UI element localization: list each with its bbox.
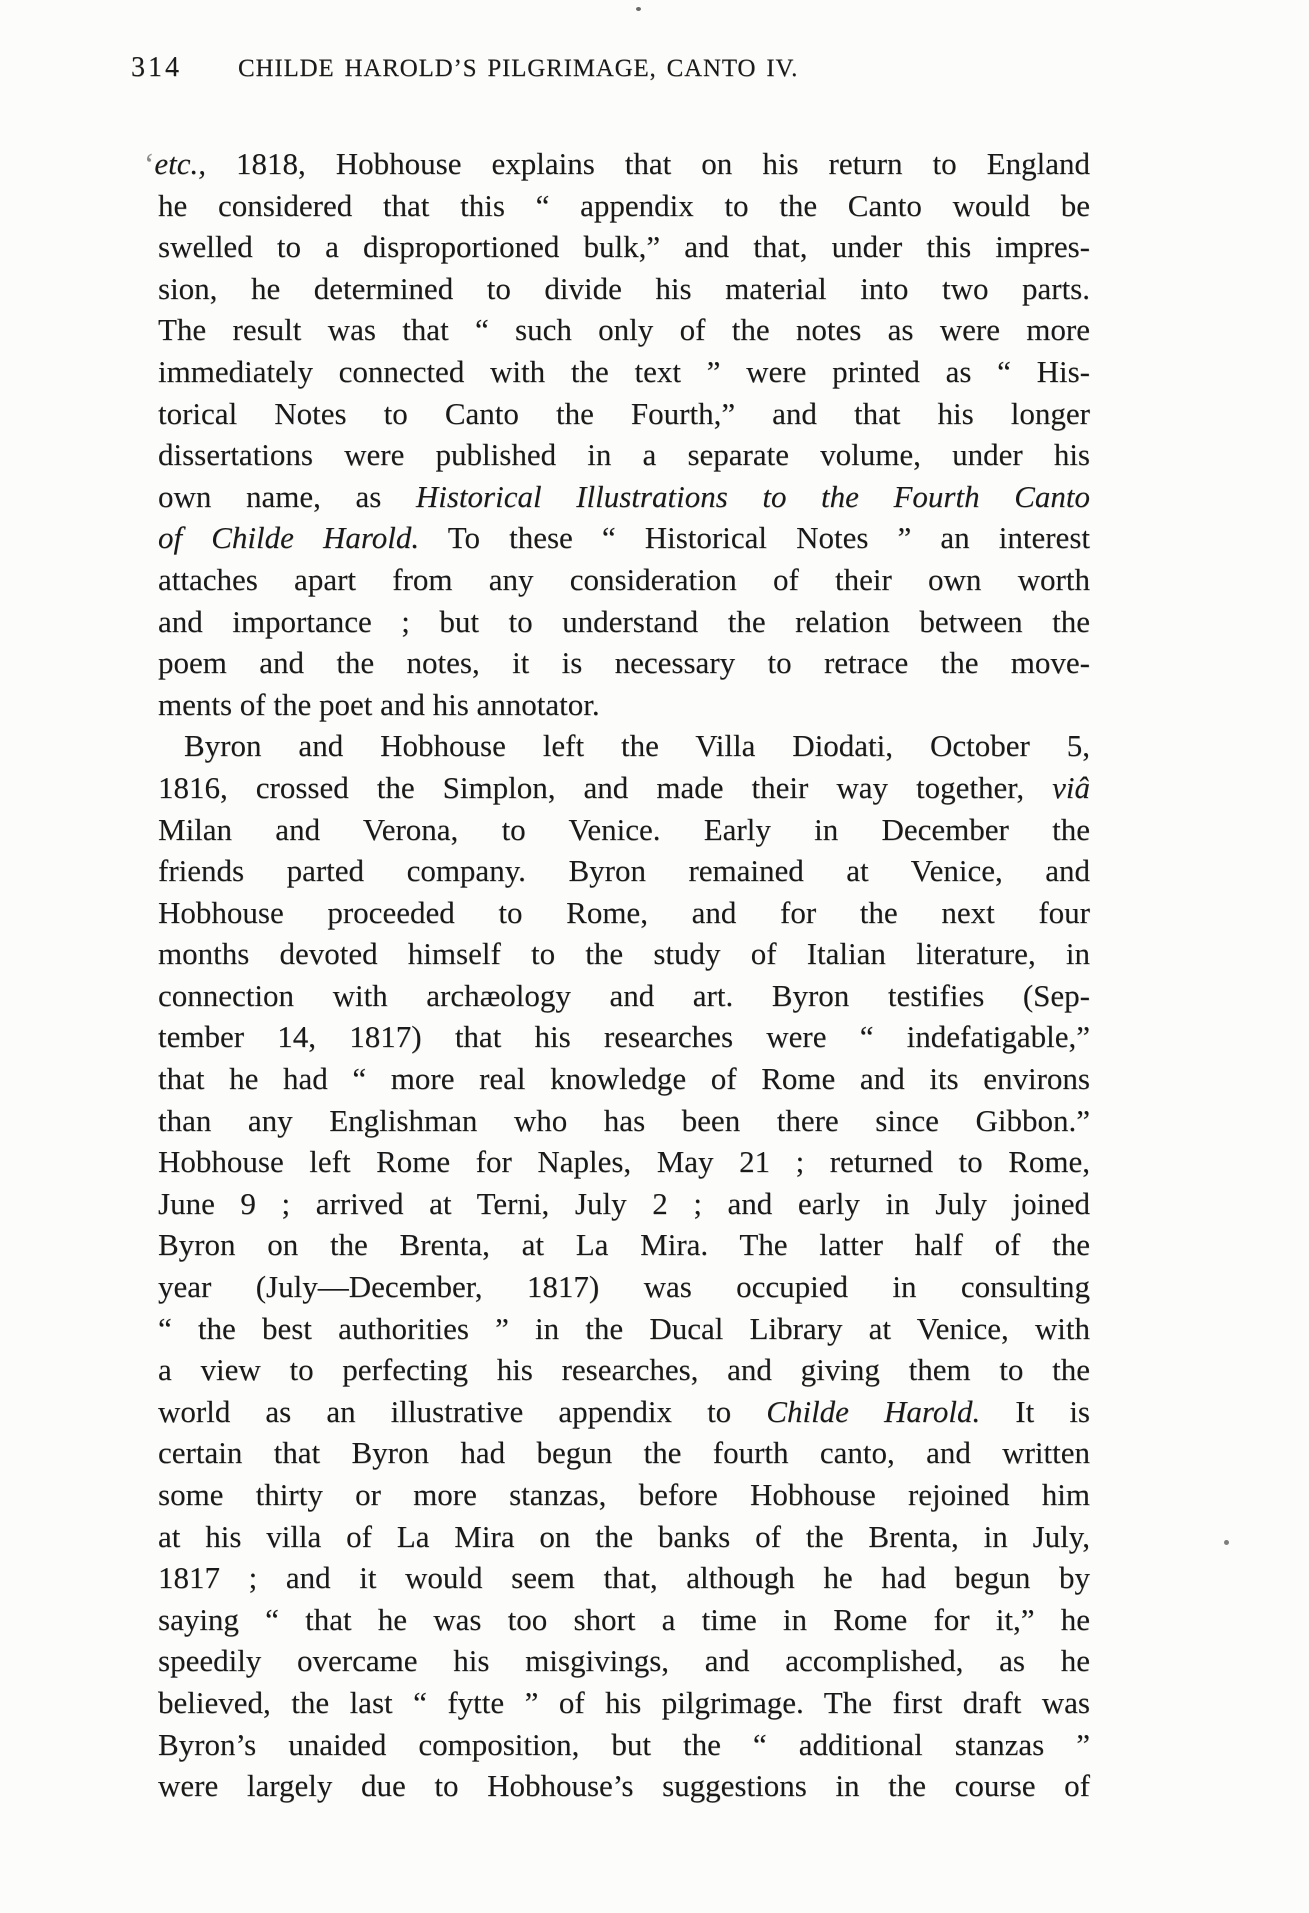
ink-speck bbox=[636, 7, 641, 11]
text-segment: ments of the poet and his annotator. bbox=[158, 686, 600, 722]
text-segment: torical Notes to Canto the Fourth,” and that his longer bbox=[158, 395, 1090, 431]
text-line bbox=[158, 1765, 1090, 1807]
text-segment: connection with archæology and art. Byron testifies (Sep- bbox=[158, 977, 1090, 1013]
text-segment: 1817 ; and it would seem that, although he had begun by bbox=[158, 1560, 1090, 1596]
text-segment: Milan and Verona, to Venice. Early in December the bbox=[158, 811, 1090, 847]
text-line bbox=[158, 226, 1090, 268]
text-segment: June 9 ; arrived at Terni, July 2 ; and early in July joined bbox=[158, 1185, 1090, 1221]
italic-text: Historical Illustrations to the Fourth Canto bbox=[415, 478, 1090, 514]
text-line bbox=[158, 1224, 1090, 1266]
text-segment: tember 14, 1817) that his researches were “ indefatigable,” bbox=[158, 1019, 1090, 1055]
text-line bbox=[158, 1682, 1090, 1724]
text-segment: a view to perfecting his researches, and giving them to the bbox=[158, 1352, 1090, 1388]
paragraph bbox=[144, 143, 1090, 725]
text-line bbox=[158, 1474, 1090, 1516]
text-line bbox=[158, 1557, 1090, 1599]
text-segment: Hobhouse proceeded to Rome, and for the next four bbox=[158, 894, 1090, 930]
text-segment: To these “ Historical Notes ” an interest bbox=[419, 520, 1090, 556]
text-segment: “ the best authorities ” in the Ducal Library at Venice, with bbox=[158, 1310, 1090, 1346]
text-line bbox=[158, 809, 1090, 851]
text-segment: and importance ; but to understand the relation between the bbox=[158, 603, 1090, 639]
text-segment: 1816, crossed the Simplon, and made their way together, bbox=[158, 769, 1053, 805]
text-line bbox=[158, 1016, 1090, 1058]
text-segment: than any Englishman who has been there since Gibbon.” bbox=[158, 1102, 1090, 1138]
text-segment: friends parted company. Byron remained at Venice, and bbox=[158, 853, 1090, 889]
text-segment: own name, as bbox=[158, 478, 416, 514]
text-segment: Byron and Hobhouse left the Villa Diodati, October 5, bbox=[184, 728, 1090, 764]
text-segment: some thirty or more stanzas, before Hobhouse rejoined him bbox=[158, 1477, 1090, 1512]
text-line bbox=[158, 1640, 1090, 1682]
text-segment: year (July—December, 1817) was occupied in consulting bbox=[158, 1269, 1090, 1305]
text-segment: at his villa of La Mira on the banks of the Brenta, in July, bbox=[158, 1518, 1090, 1554]
text-segment: were largely due to Hobhouse’s suggestions in the course of bbox=[158, 1768, 1090, 1804]
text-segment: poem and the notes, it is necessary to retrace the move- bbox=[158, 645, 1090, 681]
text-segment: attaches apart from any consideration of their own worth bbox=[158, 561, 1090, 597]
text-segment: dissertations were published in a separate volume, under his bbox=[158, 437, 1090, 473]
text-segment: 1818, Hobhouse explains that on his return to England bbox=[205, 146, 1090, 181]
text-line bbox=[158, 185, 1090, 227]
text-segment: The result was that “ such only of the notes as were more bbox=[158, 312, 1090, 348]
text-segment: It is bbox=[980, 1393, 1090, 1429]
text-line bbox=[158, 642, 1090, 684]
text-line bbox=[158, 309, 1090, 351]
text-line bbox=[158, 1599, 1090, 1641]
text-segment: certain that Byron had begun the fourth canto, and written bbox=[158, 1435, 1090, 1471]
text-line bbox=[158, 1100, 1090, 1142]
text-line bbox=[158, 1516, 1090, 1558]
italic-text: of Childe Harold. bbox=[158, 520, 420, 556]
italic-text: viâ bbox=[1052, 769, 1090, 805]
text-line bbox=[144, 143, 1090, 185]
italic-text: etc., bbox=[154, 146, 206, 181]
text-line bbox=[158, 1391, 1090, 1433]
text-segment: Hobhouse left Rome for Naples, May 21 ; returned to Rome, bbox=[158, 1144, 1090, 1180]
page-number: 314 bbox=[131, 52, 182, 83]
text-line bbox=[158, 933, 1090, 975]
text-segment: that he had “ more real knowledge of Rome and its environs bbox=[158, 1061, 1090, 1097]
text-segment: swelled to a disproportioned bulk,” and that, under this impres- bbox=[158, 229, 1090, 265]
italic-text: Childe Harold. bbox=[766, 1393, 981, 1429]
text-line bbox=[158, 393, 1090, 435]
text-line bbox=[158, 975, 1090, 1017]
text-segment: sion, he determined to divide his material into two parts. bbox=[158, 270, 1090, 306]
paragraph bbox=[158, 725, 1090, 1806]
text-line bbox=[158, 601, 1090, 643]
text-segment: months devoted himself to the study of Italian literature, in bbox=[158, 936, 1090, 972]
text-segment: speedily overcame his misgivings, and accomplished, as he bbox=[158, 1643, 1090, 1679]
text-segment: ‘ bbox=[144, 146, 155, 181]
text-line bbox=[158, 476, 1090, 518]
text-segment: saying “ that he was too short a time in Rome for it,” he bbox=[158, 1601, 1090, 1637]
text-line bbox=[158, 725, 1090, 767]
text-line bbox=[158, 351, 1090, 393]
text-line bbox=[158, 767, 1090, 809]
text-line bbox=[158, 684, 1090, 726]
text-line bbox=[158, 1432, 1090, 1474]
text-line bbox=[158, 517, 1090, 559]
text-line bbox=[158, 1349, 1090, 1391]
text-segment: Byron’s unaided composition, but the “ additional stanzas ” bbox=[158, 1726, 1090, 1762]
text-segment: he considered that this “ appendix to the Canto would be bbox=[158, 187, 1090, 223]
text-segment: world as an illustrative appendix to bbox=[158, 1393, 767, 1429]
text-line bbox=[158, 1141, 1090, 1183]
text-block bbox=[144, 143, 1090, 1807]
text-line bbox=[158, 1266, 1090, 1308]
text-line bbox=[158, 850, 1090, 892]
text-segment: believed, the last “ fytte ” of his pilgrimage. The first draft was bbox=[158, 1684, 1090, 1720]
text-line bbox=[158, 434, 1090, 476]
text-line bbox=[158, 1308, 1090, 1350]
text-segment: immediately connected with the text ” were printed as “ His- bbox=[158, 353, 1090, 389]
text-line bbox=[158, 1724, 1090, 1766]
text-line bbox=[158, 892, 1090, 934]
page-header bbox=[131, 52, 798, 84]
text-line bbox=[158, 559, 1090, 601]
text-line bbox=[158, 268, 1090, 310]
running-title: CHILDE HAROLD’S PILGRIMAGE, CANTO IV. bbox=[238, 55, 799, 82]
ink-speck bbox=[1224, 1540, 1229, 1545]
text-line bbox=[158, 1183, 1090, 1225]
text-segment: Byron on the Brenta, at La Mira. The latter half of the bbox=[158, 1227, 1090, 1263]
text-line bbox=[158, 1058, 1090, 1100]
